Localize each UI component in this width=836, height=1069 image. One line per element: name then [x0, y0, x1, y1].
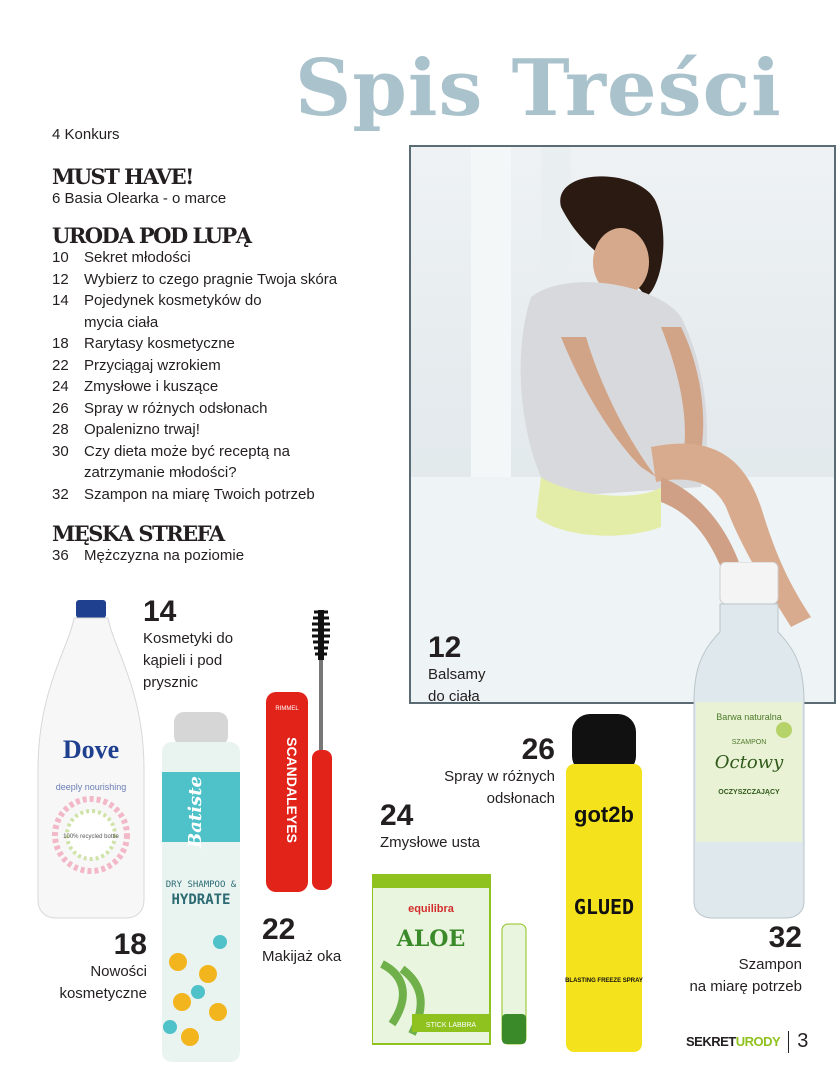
caption-text: do ciała [428, 688, 480, 705]
barwa-brand: Barwa naturalna [716, 712, 782, 722]
caption-text: Spray w różnych [444, 768, 555, 785]
svg-text:DRY SHAMPOO &: DRY SHAMPOO & [165, 880, 237, 890]
toc-entry[interactable]: 6 Basia Olearka - o marce [52, 189, 227, 207]
batiste-can-image [160, 712, 242, 1069]
toc-entry-text: Sekret młodości [84, 249, 191, 266]
aloe-name: ALOE [396, 926, 466, 952]
toc-entry-number: 22 [52, 356, 69, 374]
toc-entry[interactable] [52, 269, 412, 291]
toc-entry[interactable] [52, 419, 412, 441]
toc-entry-text: Wybierz to czego pragnie Twoja skóra [84, 270, 338, 288]
toc-entry[interactable] [52, 290, 412, 333]
toc-entry[interactable] [52, 333, 412, 355]
svg-text:100% recycled bottle: 100% recycled bottle [63, 834, 119, 840]
svg-text:OCZYSZCZAJĄCY: OCZYSZCZAJĄCY [718, 789, 780, 796]
caption-32 [640, 922, 802, 998]
toc-entry-text: Przyciągaj wzrokiem [84, 356, 221, 374]
toc-entry-number: 10 [52, 249, 69, 266]
toc-entry-number: 14 [52, 292, 69, 309]
caption-number: 24 [380, 799, 414, 832]
toc-intro[interactable]: 4 Konkurs [52, 126, 120, 143]
rimmel-line: SCANDALEYES [284, 737, 300, 843]
toc-entry[interactable] [52, 398, 412, 420]
toc-entry-number: 12 [52, 270, 69, 288]
caption-number: 12 [428, 631, 462, 664]
caption-22 [262, 914, 341, 968]
caption-text: Szampon [738, 956, 802, 973]
footer-brand: SEKRETURODY [686, 1034, 781, 1049]
toc-entry-number: 32 [52, 485, 69, 503]
toc-entry-text: Mężczyzna na poziomie [84, 547, 245, 564]
caption-text: Kosmetyki do [143, 630, 234, 647]
section-heading-must-have: MUST HAVE! [52, 163, 193, 189]
caption-number: 32 [768, 921, 802, 954]
toc-list-uroda [52, 247, 412, 505]
page-footer [686, 1030, 808, 1053]
section-heading-uroda: URODA POD LUPĄ [52, 223, 251, 248]
svg-text:BLASTING FREEZE SPRAY: BLASTING FREEZE SPRAY [565, 978, 643, 984]
toc-entry[interactable] [52, 545, 412, 567]
svg-text:STICK LABBRA: STICK LABBRA [425, 1022, 477, 1029]
page-title: Spis Treści [295, 43, 782, 134]
toc-entry-number: 36 [52, 547, 69, 564]
section-heading-meska: MĘSKA STREFA [52, 521, 224, 546]
footer-divider [788, 1031, 789, 1053]
toc-entry[interactable] [52, 376, 412, 398]
svg-text:deeply nourishing: deeply nourishing [55, 782, 127, 792]
caption-text: Balsamy [428, 666, 486, 683]
rimmel-brand: RIMMEL [275, 706, 299, 712]
table-of-contents [52, 124, 412, 567]
toc-entry-number: 26 [52, 399, 69, 417]
caption-14 [143, 596, 233, 694]
got2b-brand: got2b [574, 802, 634, 827]
got2b-name: GLUED [573, 895, 635, 919]
toc-entry-number: 18 [52, 335, 69, 352]
toc-entry-text: Pojedynek kosmetyków do mycia ciała [84, 292, 262, 331]
caption-text: Zmysłowe usta [380, 834, 481, 851]
got2b-can-image [564, 714, 644, 1059]
toc-entry[interactable] [52, 441, 412, 484]
rimmel-mascara-image [262, 610, 352, 900]
caption-number: 22 [262, 913, 296, 946]
toc-entry-text: Opalenizno trwaj! [84, 421, 200, 438]
toc-entry[interactable] [52, 484, 412, 506]
dove-bottle-image [36, 600, 146, 925]
caption-24 [380, 800, 480, 854]
caption-18 [20, 929, 147, 1005]
svg-text:HYDRATE: HYDRATE [171, 892, 231, 908]
caption-26 [400, 734, 555, 810]
toc-entry-text: Szampon na miarę Twoich potrzeb [84, 485, 315, 503]
caption-text: kosmetyczne [59, 985, 147, 1002]
page-number: 3 [797, 1030, 809, 1052]
caption-text: Nowości [90, 963, 147, 980]
toc-entry-number: 28 [52, 421, 69, 438]
caption-number: 14 [143, 595, 177, 628]
caption-text: odsłonach [486, 790, 555, 807]
aloe-stick-image [372, 874, 532, 1051]
svg-text:SZAMPON: SZAMPON [731, 739, 767, 746]
caption-text: prysznic [143, 674, 199, 691]
toc-entry-text: Zmysłowe i kuszące [84, 378, 219, 395]
caption-text: kąpieli i pod [143, 652, 223, 669]
toc-entry[interactable] [52, 355, 412, 377]
toc-entry[interactable] [52, 247, 412, 269]
toc-entry-number: 24 [52, 378, 69, 395]
barwa-shampoo-image [692, 562, 807, 925]
caption-number: 18 [113, 928, 147, 961]
caption-text: Makijaż oka [262, 948, 342, 965]
toc-entry-text: Rarytasy kosmetyczne [84, 335, 235, 352]
svg-text:Octowy: Octowy [714, 752, 784, 773]
aloe-brand: equilibra [408, 903, 454, 915]
caption-number: 26 [521, 733, 555, 766]
toc-entry-text: Spray w różnych odsłonach [84, 399, 268, 417]
caption-12 [428, 632, 486, 708]
caption-text: na miarę potrzeb [689, 978, 802, 995]
batiste-brand: Batiste [185, 776, 206, 848]
dove-brand: Dove [62, 735, 120, 764]
toc-entry-text: Czy dieta może być receptą na zatrzymanie młodości? [84, 442, 290, 481]
toc-entry-number: 30 [52, 442, 69, 460]
